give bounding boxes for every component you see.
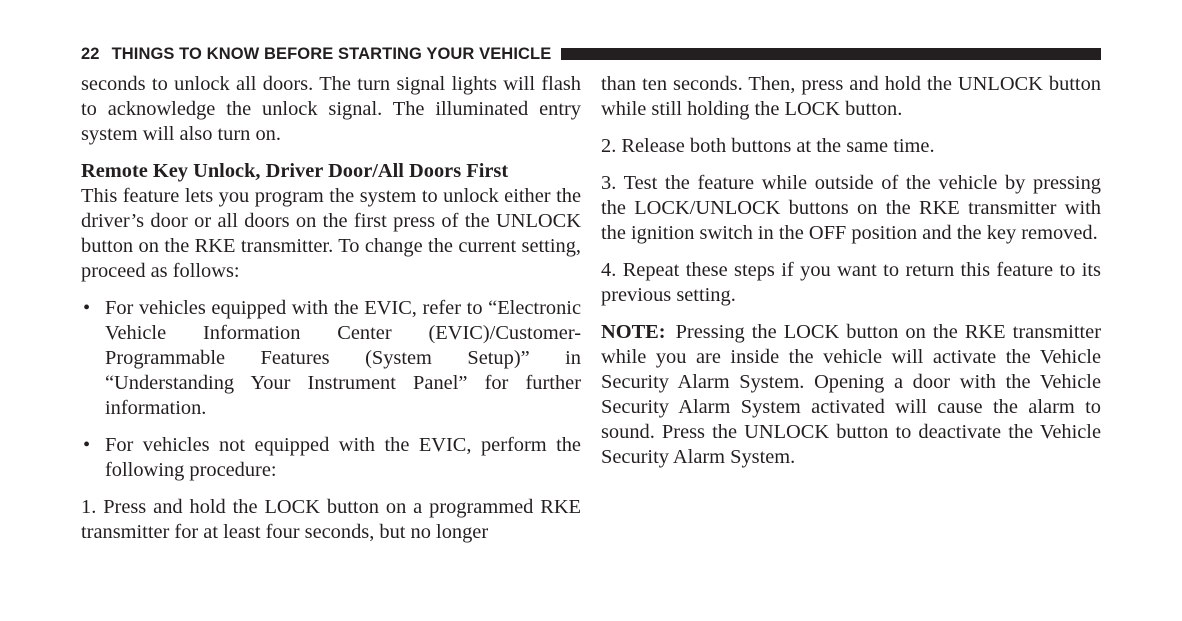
page-number: 22 [81,44,100,63]
bullet-list [81,296,581,483]
step-4: 4. Repeat these steps if you want to return this feature to its previous setting. [601,259,1101,306]
subheading: Remote Key Unlock, Driver Door/All Doors First [81,160,509,182]
section-title: THINGS TO KNOW BEFORE STARTING YOUR VEHICLE [111,44,552,63]
intro-paragraph: seconds to unlock all doors. The turn signal lights will flash to acknowledge the unlock signal. The illuminated entry system will also turn on. [81,73,581,145]
bullet-text: For vehicles not equipped with the EVIC, perform the following procedure: [105,434,581,481]
step-1: 1. Press and hold the LOCK button on a programmed RKE transmitter for at least four seconds, but no longer [81,496,581,543]
bullet-icon: • [83,434,91,456]
step-2: 2. Release both buttons at the same time. [601,135,935,157]
right-column [601,72,1101,482]
bullet-icon: • [83,297,91,319]
feature-paragraph: This feature lets you program the system to unlock either the driver’s door or all doors on the first press of the UNLOCK button on the RKE transmitter. To change the current setting, proceed as follows: [81,185,581,282]
bullet-text: For vehicles equipped with the EVIC, refer to “Electronic Vehicle Information Center (EVIC)/Customer-Programmable Features (System Setup)” in “Understanding Your Instrument Panel” for further information. [105,297,581,419]
note-paragraph [601,320,1101,470]
step-1-continued: than ten seconds. Then, press and hold the UNLOCK button while still holding the LOCK button. [601,73,1101,120]
step-3: 3. Test the feature while outside of the vehicle by pressing the LOCK/UNLOCK buttons on the RKE transmitter with the ignition switch in the OFF position and the key removed. [601,172,1101,244]
header-rule [561,48,1101,60]
note-label: NOTE: [601,321,666,343]
left-column [81,72,581,557]
page-header [81,44,1101,64]
list-item [81,296,581,421]
note-text: Pressing the LOCK button on the RKE transmitter while you are inside the vehicle will activate the Vehicle Security Alarm System. Opening a door with the Vehicle Security Alarm System activated will cause the alarm to sound. Press the UNLOCK button to deactivate the Vehicle Security Alarm System. [601,321,1101,468]
list-item [81,433,581,483]
